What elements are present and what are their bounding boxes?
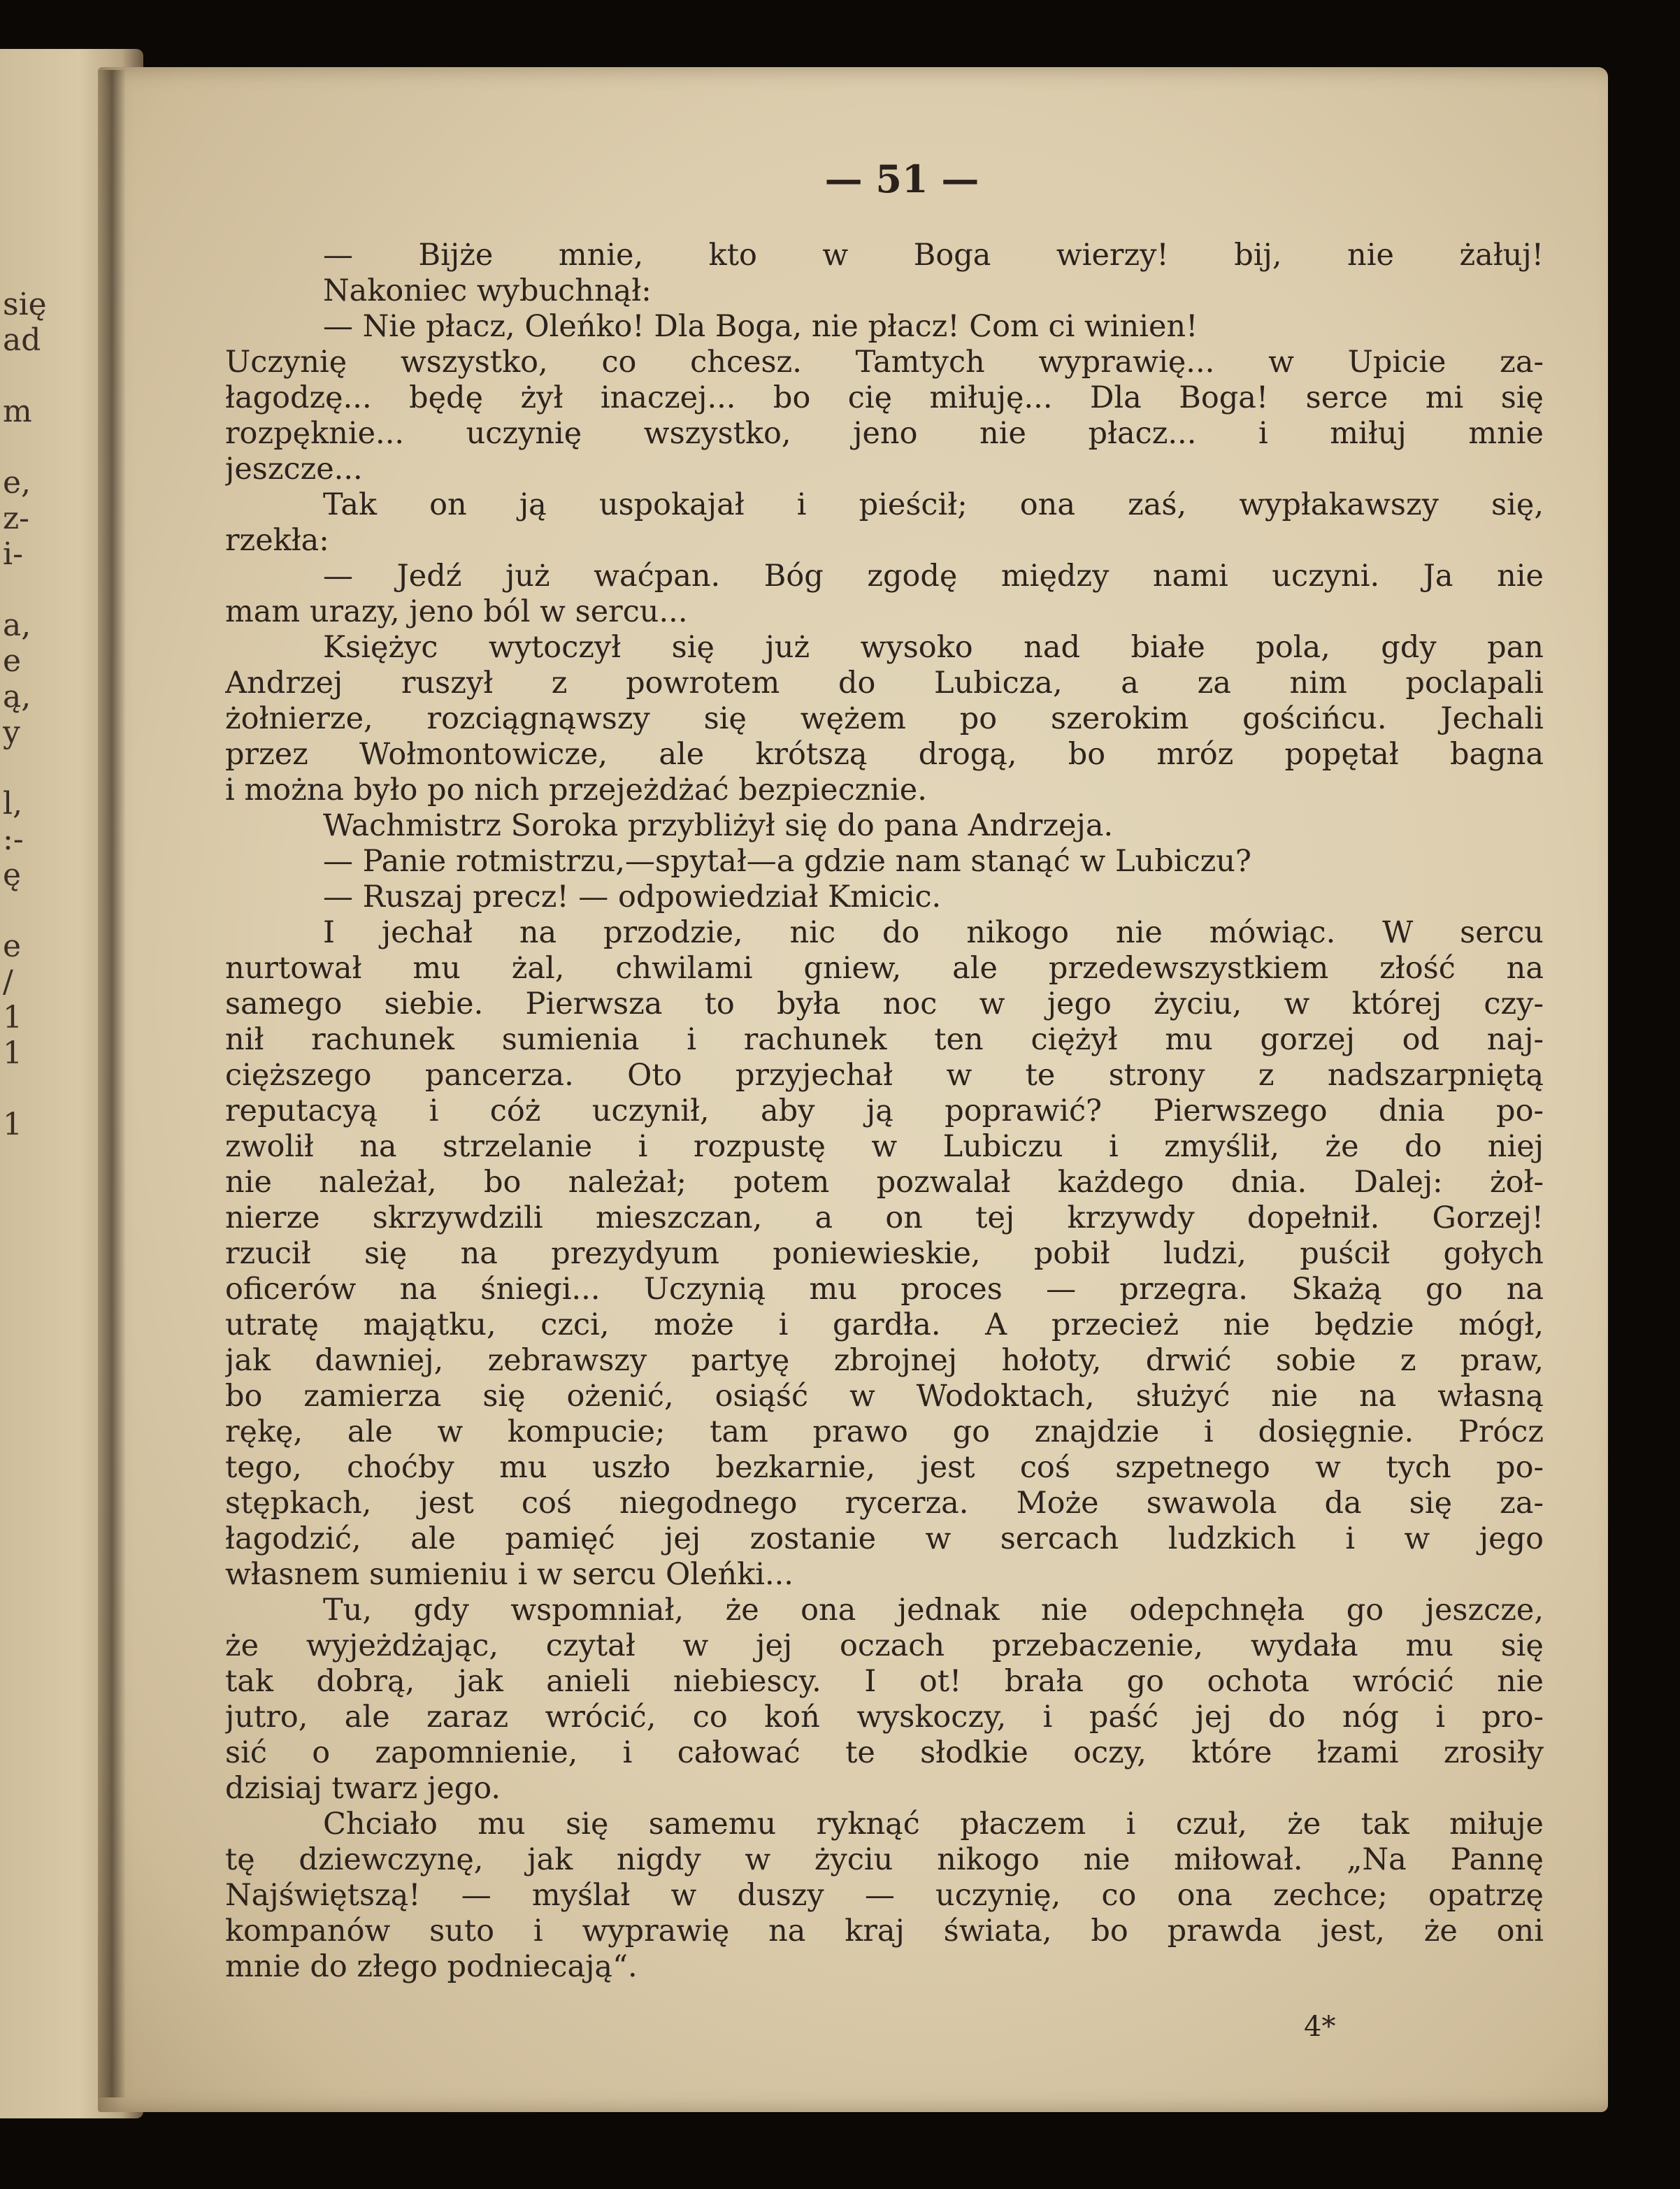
text-line: jeszcze... [225, 452, 363, 487]
text-line: mam urazy, jeno ból w sercu... [225, 594, 688, 629]
text-line: Chciało mu się samemu ryknąć płaczem i czuł, że tak miłuje [323, 1807, 1544, 1842]
text-line: tę dziewczynę, jak nigdy w życiu nikogo nie miłował. „Na Pannę [225, 1842, 1544, 1877]
text-line: łagodzić, ale pamięć jej zostanie w sercach ludzkich i w jego [225, 1521, 1544, 1556]
text-line: Wachmistrz Soroka przybliżył się do pana Andrzeja. [323, 808, 1114, 843]
text-line: bo zamierza się ożenić, osiąść w Wodoktach, służyć nie na własną [225, 1379, 1544, 1414]
left-page-fragment [3, 358, 59, 394]
book-page [98, 67, 1608, 2112]
text-line: dzisiaj twarz jego. [225, 1771, 501, 1806]
text-line: jak dawniej, zebrawszy partyę zbrojnej hołoty, drwić sobie z praw, [225, 1343, 1544, 1378]
left-page-fragment: 1 [3, 1035, 22, 1071]
text-line: mnie do złego podniecają“. [225, 1949, 638, 1984]
spine-shadow [98, 70, 126, 2097]
page-body-text [225, 238, 1544, 1985]
left-page-fragment: ad [3, 322, 41, 358]
text-line: sić o zapomnienie, i całować te słodkie oczy, które łzami zrosiły [225, 1735, 1544, 1770]
text-line: — Panie rotmistrzu,—spytał—a gdzie nam stanąć w Lubiczu? [323, 844, 1251, 879]
left-page-fragment [3, 1071, 59, 1107]
text-line: łagodzę... będę żył inaczej... bo cię miłuję... Dla Boga! serce mi się [225, 380, 1544, 415]
text-line: Tu, gdy wspomniał, że ona jednak nie odepchnęła go jeszcze, [323, 1593, 1544, 1628]
text-line: tak dobrą, jak anieli niebiescy. I ot! brała go ochota wrócić nie [225, 1664, 1544, 1699]
left-page-fragment: ą, [3, 679, 31, 715]
text-line: reputacyą i cóż uczynił, aby ją poprawić? Pierwszego dnia po- [225, 1093, 1544, 1128]
left-page-fragment: się [3, 287, 47, 322]
text-line: że wyjeżdżając, czytał w jej oczach przebaczenie, wydała mu się [225, 1628, 1544, 1663]
text-line: i można było po nich przejeżdżać bezpiecznie. [225, 773, 927, 808]
page-number: — 51 — [824, 157, 979, 201]
left-page-fragment: z- [3, 501, 30, 536]
text-line: — Bijże mnie, kto w Boga wierzy! bij, nie żałuj! [323, 238, 1544, 273]
text-line: rękę, ale w kompucie; tam prawo go znajdzie i dosięgnie. Prócz [225, 1414, 1544, 1449]
left-page-fragment: l, [3, 786, 23, 821]
left-page-fragment: 1 [3, 1000, 22, 1035]
text-line: własnem sumieniu i w sercu Oleńki... [225, 1557, 794, 1592]
left-page-fragment: y [3, 715, 20, 750]
text-line: jutro, ale zaraz wrócić, co koń wyskoczy, i paść jej do nóg i pro- [225, 1700, 1544, 1735]
left-page-fragment: e, [3, 465, 31, 501]
text-line: stępkach, jest coś niegodnego rycerza. Może swawola da się za- [225, 1486, 1544, 1521]
text-line: nił rachunek sumienia i rachunek ten ciężył mu gorzej od naj- [225, 1022, 1544, 1057]
left-page-fragment [3, 750, 59, 786]
left-page-fragment: i- [3, 536, 23, 572]
text-line: Tak on ją uspokajał i pieścił; ona zaś, wypłakawszy się, [323, 487, 1544, 522]
left-page-fragment [3, 572, 59, 608]
text-line: nie należał, bo należał; potem pozwalał każdego dnia. Dalej: żoł- [225, 1165, 1544, 1200]
text-line: rozpęknie... uczynię wszystko, jeno nie płacz... i miłuj mnie [225, 416, 1544, 451]
text-line: — Nie płacz, Oleńko! Dla Boga, nie płacz! Com ci winien! [323, 309, 1198, 344]
text-line: przez Wołmontowicze, ale krótszą drogą, bo mróz popętał bagna [225, 737, 1544, 772]
text-line: Andrzej ruszył z powrotem do Lubicza, a za nim poclapali [225, 666, 1544, 701]
text-line: utratę majątku, czci, może i gardła. A przecież nie będzie mógł, [225, 1307, 1544, 1342]
text-line: — Jedź już waćpan. Bóg zgodę między nami uczyni. Ja nie [323, 559, 1544, 594]
text-line: Najświętszą! — myślał w duszy — uczynię, co ona zechce; opatrzę [225, 1878, 1544, 1913]
left-page-fragment: a, [3, 608, 31, 643]
text-line: I jechał na przodzie, nic do nikogo nie mówiąc. W sercu [323, 915, 1544, 950]
text-line: rzucił się na prezydyum poniewieskie, pobił ludzi, puścił gołych [225, 1236, 1544, 1271]
left-page-fragment: e [3, 643, 22, 679]
left-page-fragment: m [3, 394, 32, 429]
text-line: Uczynię wszystko, co chcesz. Tamtych wyprawię... w Upicie za- [225, 345, 1544, 380]
text-line: Księżyc wytoczył się już wysoko nad białe pola, gdy pan [323, 630, 1544, 665]
text-line: nurtował mu żal, chwilami gniew, ale przedewszystkiem złość na [225, 951, 1544, 986]
left-page-fragment: e [3, 928, 22, 964]
text-line: samego siebie. Pierwsza to była noc w jego życiu, w której czy- [225, 986, 1544, 1021]
text-line: Nakoniec wybuchnął: [323, 273, 652, 308]
text-line: cięższego pancerza. Oto przyjechał w te strony z nadszarpniętą [225, 1058, 1544, 1093]
text-line: zwolił na strzelanie i rozpustę w Lubiczu i zmyślił, że do niej [225, 1129, 1544, 1164]
text-line: nierze skrzywdzili mieszczan, a on tej krzywdy dopełnił. Gorzej! [225, 1200, 1544, 1235]
left-page-fragment: 1 [3, 1107, 22, 1142]
signature-mark: 4* [1304, 2011, 1336, 2043]
text-line: kompanów suto i wyprawię na kraj świata, bo prawda jest, że oni [225, 1914, 1544, 1948]
text-line: — Ruszaj precz! — odpowiedział Kmicic. [323, 880, 942, 914]
text-line: rzekła: [225, 523, 329, 558]
text-line: żołnierze, rozciągnąwszy się wężem po szerokim gościńcu. Jechali [225, 701, 1544, 736]
left-page-fragment [3, 893, 59, 928]
left-page-fragment [3, 429, 59, 465]
left-page-fragment: :- [3, 821, 24, 857]
text-line: oficerów na śniegi... Uczynią mu proces — przegra. Skażą go na [225, 1272, 1544, 1307]
left-page-text-fragments [3, 287, 59, 1142]
left-page-fragment: / [3, 964, 13, 1000]
text-line: tego, choćby mu uszło bezkarnie, jest coś szpetnego w tych po- [225, 1450, 1544, 1485]
left-page-fragment: ę [3, 857, 22, 893]
